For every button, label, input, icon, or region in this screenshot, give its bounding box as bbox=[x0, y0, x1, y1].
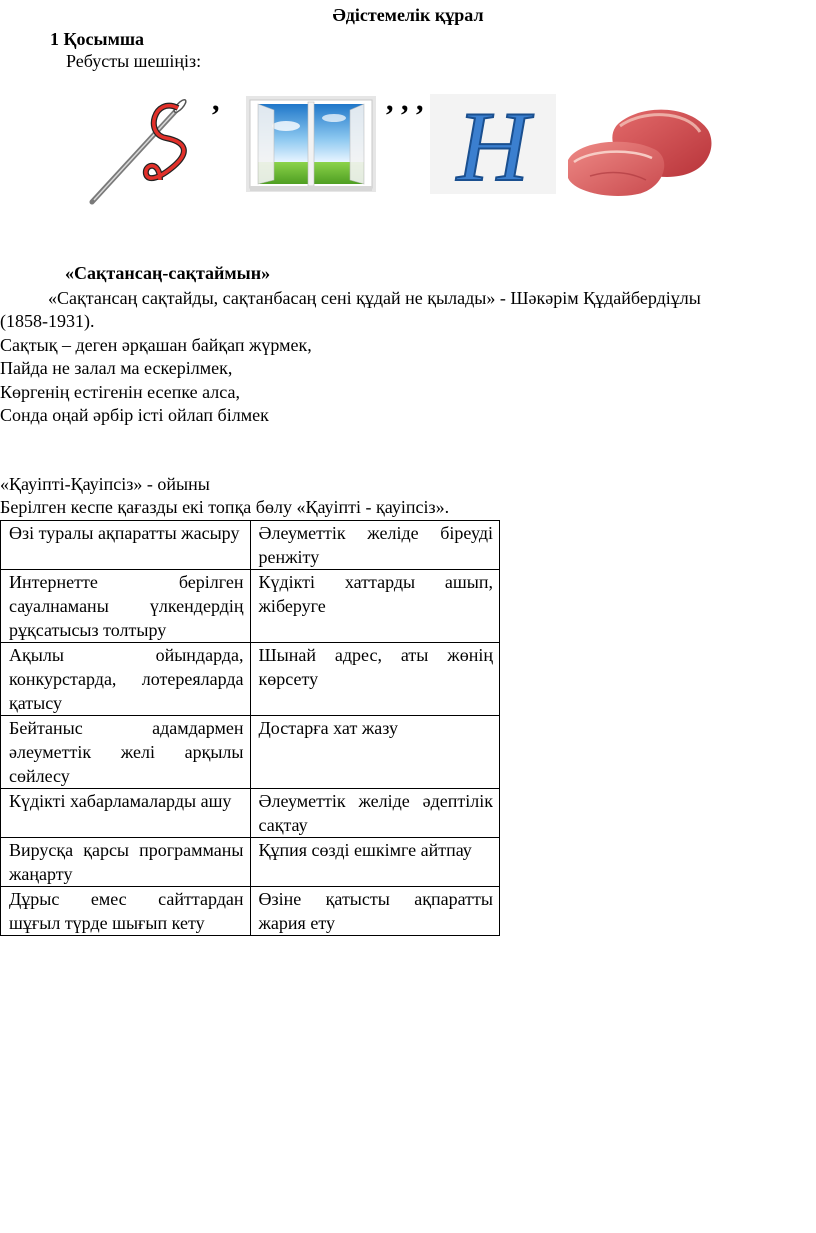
needle-thread-icon bbox=[86, 94, 206, 206]
table-cell: Өзі туралы ақпаратты жасыру bbox=[1, 521, 251, 570]
quote-line-1: «Сақтансаң сақтайды, сақтанбасаң сені құдай не қылады» - Шәкәрім Құдайбердіұлы bbox=[48, 288, 701, 308]
table-cell: Әлеуметтік желіде біреуді ренжіту bbox=[250, 521, 500, 570]
letter-n-image bbox=[430, 94, 556, 194]
table-cell: Достарға хат жазу bbox=[250, 716, 500, 789]
table-cell: Шынай адрес, аты жөнің көрсету bbox=[250, 643, 500, 716]
table-cell: Әлеуметтік желіде әдептілік сақтау bbox=[250, 789, 500, 838]
game-title: «Қауіпті-Қауіпсіз» - ойыны bbox=[0, 474, 210, 494]
table-cell: Күдікті хабарламаларды ашу bbox=[1, 789, 251, 838]
section-title: «Сақтансаң-сақтаймын» bbox=[65, 263, 271, 283]
appendix-label: 1 Қосымша bbox=[50, 29, 145, 49]
safety-cards-table bbox=[0, 520, 500, 936]
comma-mark: , bbox=[212, 84, 220, 117]
window-image bbox=[246, 96, 376, 192]
triple-comma-mark: , , , bbox=[386, 84, 424, 117]
meat-image bbox=[560, 96, 716, 204]
letter-n-text: Н bbox=[456, 94, 530, 194]
table-cell: Бейтаныс адамдармен әлеуметтік желі арқылы сөйлесу bbox=[1, 716, 251, 789]
table-row bbox=[1, 838, 500, 887]
rebus-instruction: Ребусты шешіңіз: bbox=[66, 51, 202, 71]
poem-line: Көргенің естігенін есепке алса, bbox=[0, 382, 240, 402]
rebus-images bbox=[0, 84, 816, 212]
game-instruction: Берілген кеспе қағазды екі топқа бөлу «Қауіпті - қауіпсіз». bbox=[0, 497, 450, 517]
table-cell: Құпия сөзді ешкімге айтпау bbox=[250, 838, 500, 887]
table-row bbox=[1, 887, 500, 936]
table-cell: Дұрыс емес сайттардан шұғыл түрде шығып кету bbox=[1, 887, 251, 936]
table-cell: Вирусқа қарсы программаны жаңарту bbox=[1, 838, 251, 887]
table-cell: Өзіне қатысты ақпаратты жария ету bbox=[250, 887, 500, 936]
poem-line: Пайда не залал ма ескерілмек, bbox=[0, 358, 233, 378]
quote-line-2: (1858-1931). bbox=[0, 311, 95, 331]
document-title: Әдістемелік құрал bbox=[332, 5, 484, 25]
table-row bbox=[1, 789, 500, 838]
table-row bbox=[1, 643, 500, 716]
poem-line: Сақтық – деген әрқашан байқап жүрмек, bbox=[0, 335, 312, 355]
table-cell: Ақылы ойындарда, конкурстарда, лотереяларда қатысу bbox=[1, 643, 251, 716]
table-cell: Интернетте берілген сауалнаманы үлкендердің рұқсатысыз толтыру bbox=[1, 570, 251, 643]
poem-line: Сонда оңай әрбір істі ойлап білмек bbox=[0, 405, 269, 425]
table-row bbox=[1, 716, 500, 789]
table-cell: Күдікті хаттарды ашып, жіберуге bbox=[250, 570, 500, 643]
table-row bbox=[1, 570, 500, 643]
table-row bbox=[1, 521, 500, 570]
